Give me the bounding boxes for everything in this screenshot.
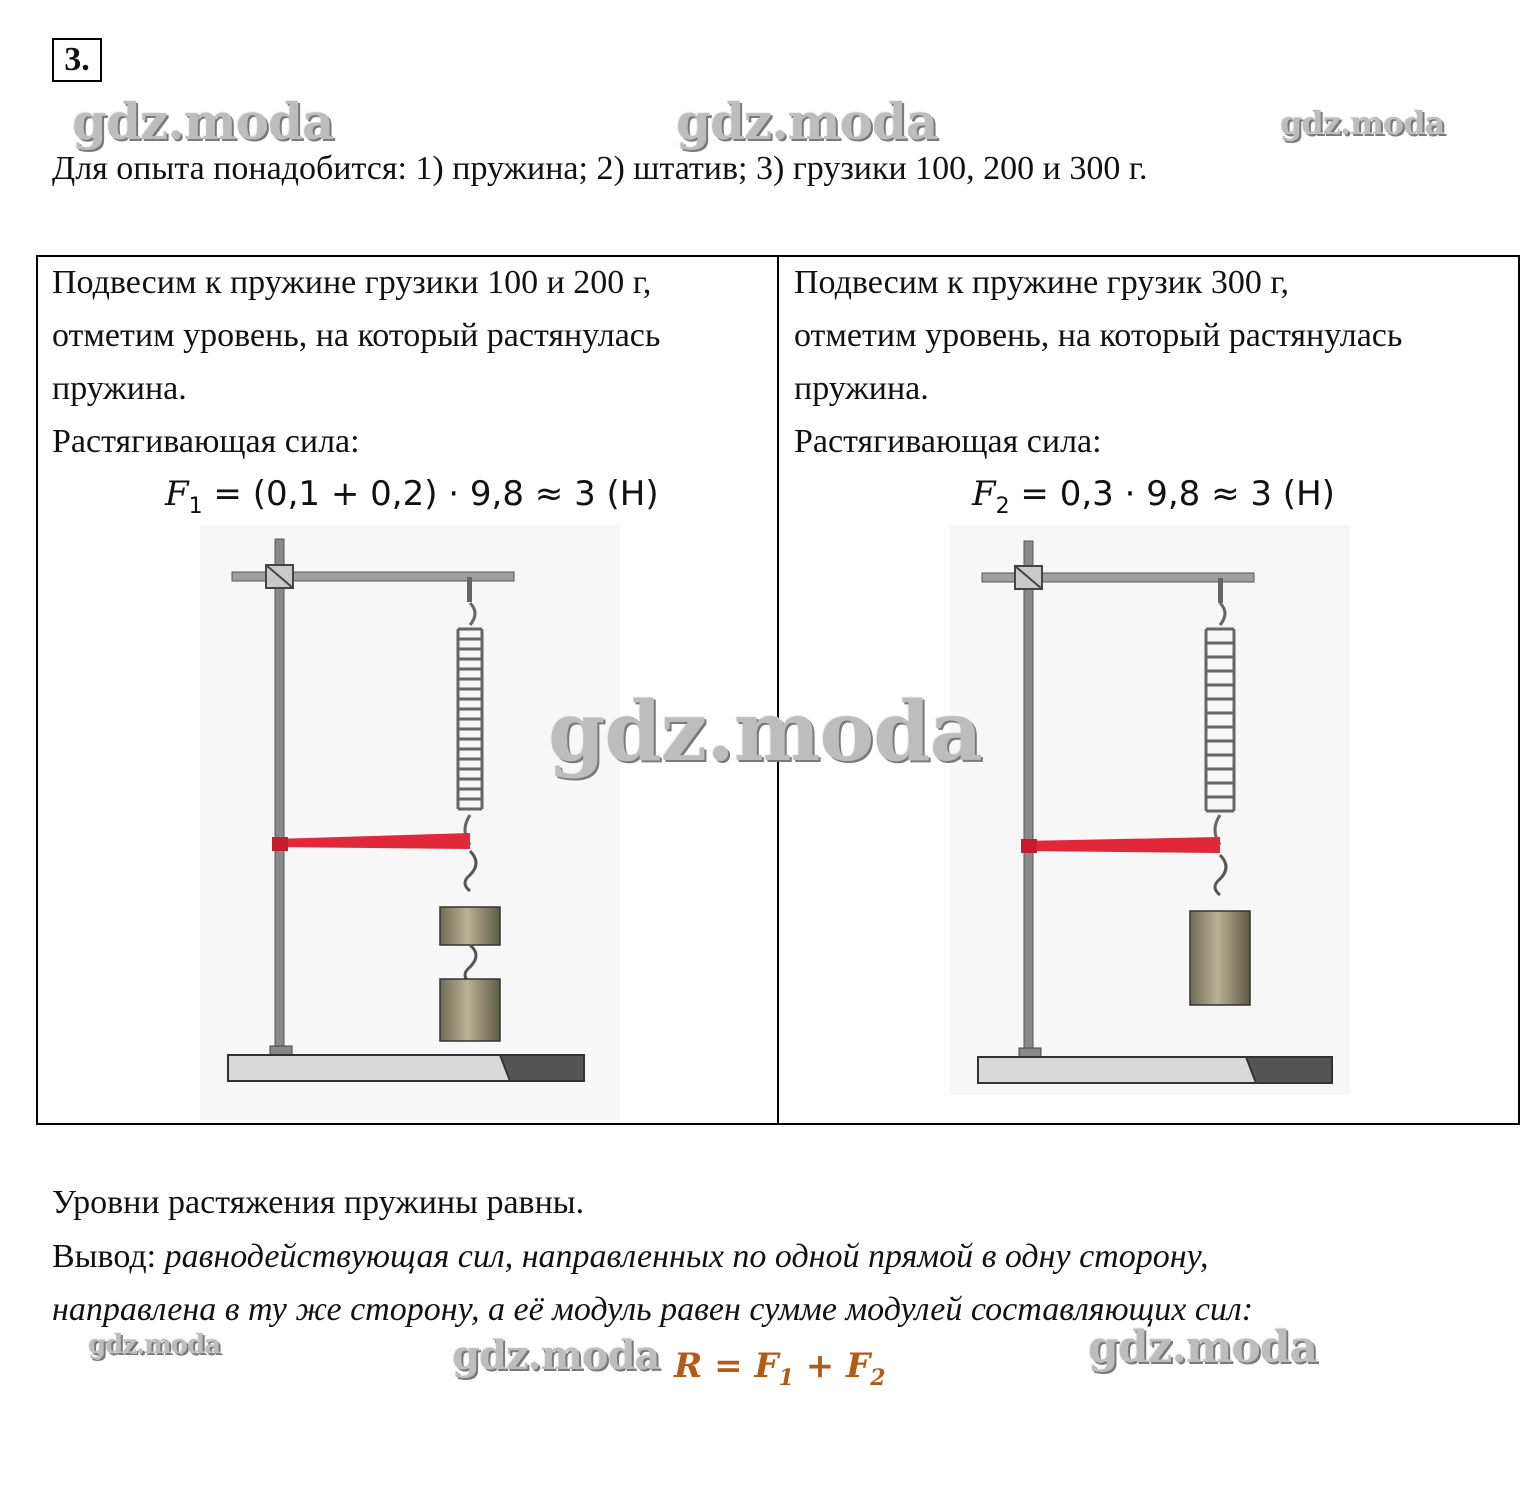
conclusion-text-1: равнодействующая сил, направленных по одной прямой в одну сторону,	[164, 1238, 1209, 1275]
formula-f1-sub: 1	[188, 493, 203, 519]
right-stand-illustration	[950, 525, 1350, 1095]
formula-f1-var: F	[165, 474, 189, 514]
final-f1-sub: 1	[778, 1364, 794, 1391]
right-line-4: Растягивающая сила:	[794, 423, 1102, 460]
left-line-1: Подвесим к пружине грузики 100 и 200 г,	[52, 264, 652, 301]
formula-f2-rest: = 0,3 · 9,8 ≈ 3 (Н)	[1009, 474, 1335, 514]
left-line-2: отметим уровень, на который растянулась	[52, 317, 661, 354]
final-f1: F	[754, 1346, 779, 1386]
conclusion-label: Вывод:	[52, 1238, 165, 1275]
watermark-top-center: gdz.moda	[676, 92, 938, 151]
final-eq: =	[702, 1346, 755, 1386]
final-f2: F	[846, 1346, 871, 1386]
final-r: R	[674, 1346, 703, 1386]
left-line-3: пружина.	[52, 370, 187, 407]
formula-f1-rest: = (0,1 + 0,2) · 9,8 ≈ 3 (Н)	[202, 474, 659, 514]
weight-200g	[440, 979, 500, 1041]
conclusion-line-1	[52, 1238, 1208, 1276]
watermark-top-left: gdz.moda	[72, 92, 334, 151]
watermark-top-right: gdz.moda	[1280, 104, 1445, 142]
conclusion-line-2: направлена в ту же сторону, а её модуль равен сумме модулей составляющих сил:	[52, 1291, 1254, 1328]
formula-f2-sub: 2	[995, 493, 1010, 519]
final-plus: +	[793, 1346, 847, 1386]
task-number: 3.	[52, 38, 102, 82]
right-cell-text	[794, 256, 1402, 468]
stand-rod	[275, 539, 284, 1049]
right-line-2: отметим уровень, на который растянулась	[794, 317, 1403, 354]
stand-base	[228, 1055, 510, 1081]
left-stand-illustration	[200, 525, 620, 1120]
watermark-bottom-right: gdz.moda	[1088, 1322, 1318, 1373]
watermark-bottom-center: gdz.moda	[452, 1332, 660, 1379]
left-cell-text	[52, 256, 660, 468]
final-formula	[674, 1346, 886, 1391]
intro-text: Для опыта понадобится: 1) пружина; 2) штатив; 3) грузики 100, 200 и 300 г.	[52, 150, 1148, 187]
watermark-center: gdz.moda	[548, 684, 982, 780]
formula-f2	[972, 474, 1335, 519]
weight-100g	[440, 907, 500, 945]
right-line-3: пружина.	[794, 370, 929, 407]
result-line: Уровни растяжения пружины равны.	[52, 1184, 585, 1221]
stand-base	[978, 1057, 1256, 1083]
watermark-bottom-left: gdz.moda	[88, 1330, 221, 1360]
right-line-1: Подвесим к пружине грузик 300 г,	[794, 264, 1290, 301]
stand-rod	[1024, 541, 1033, 1051]
weight-300g	[1190, 911, 1250, 1005]
formula-f1	[165, 474, 659, 519]
formula-f2-var: F	[972, 474, 996, 514]
left-line-4: Растягивающая сила:	[52, 423, 360, 460]
final-f2-sub: 2	[870, 1364, 886, 1391]
